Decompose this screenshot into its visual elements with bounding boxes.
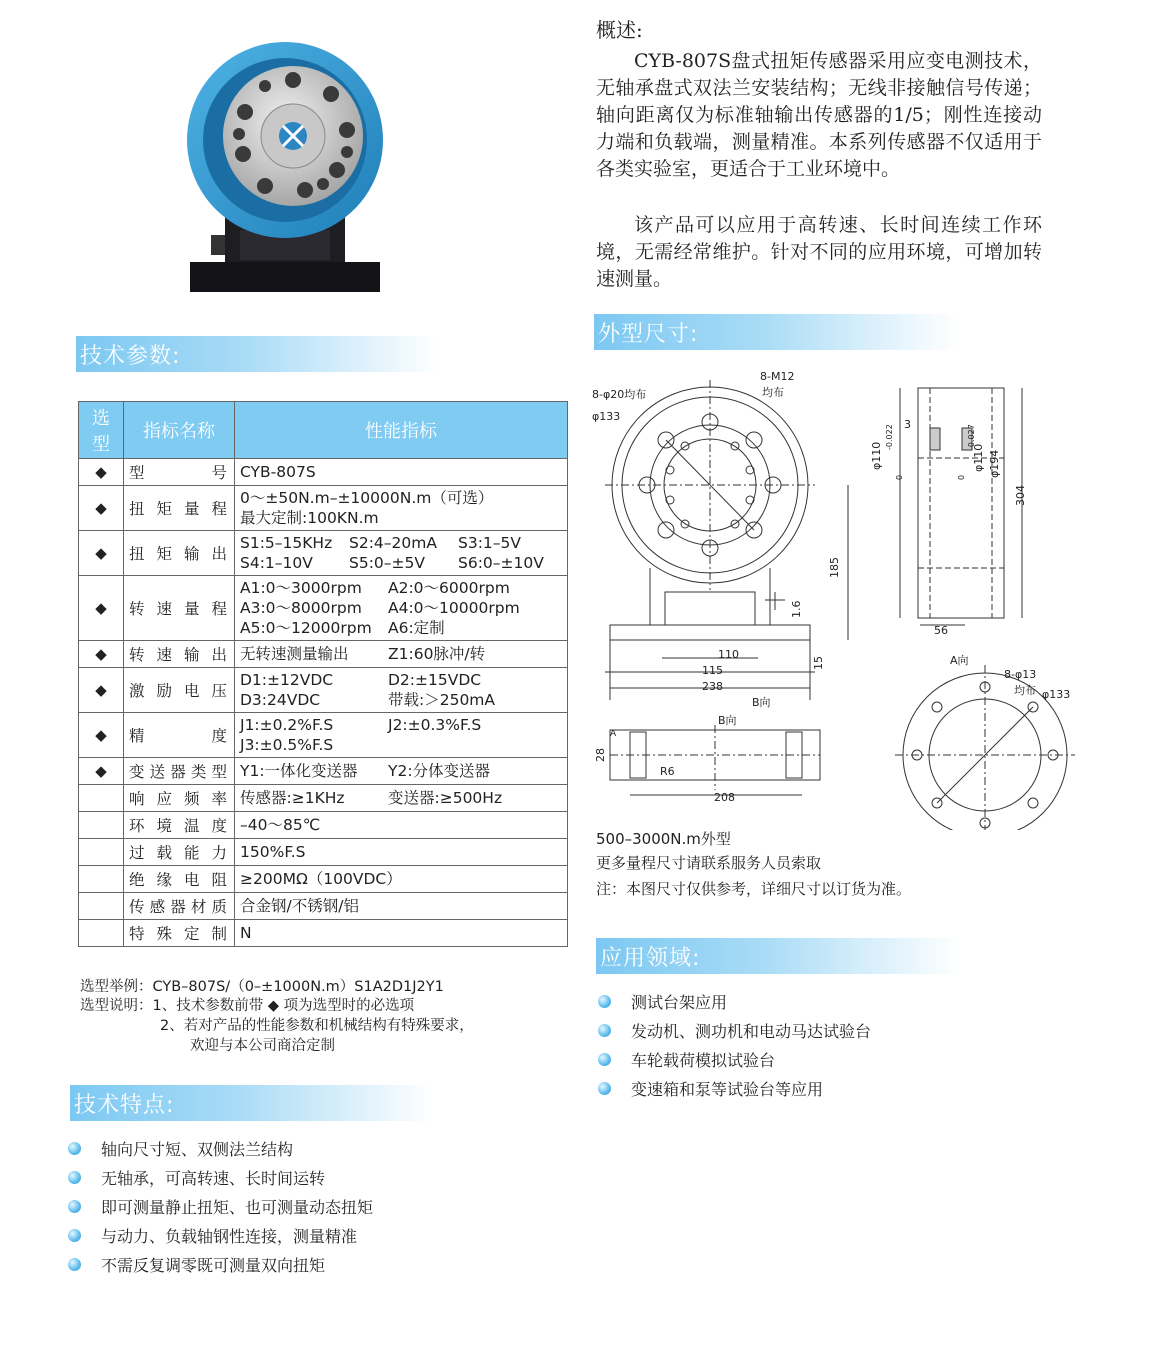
spec-table bbox=[78, 401, 568, 947]
spec-value bbox=[235, 839, 568, 866]
spec-value-line bbox=[240, 923, 562, 943]
dim-a-mark: A bbox=[610, 729, 617, 739]
spec-value-text: 带载:＞250mA bbox=[388, 691, 496, 709]
header-select: 选型 bbox=[79, 402, 124, 459]
spec-name: 响应频率 bbox=[124, 785, 235, 812]
selection-note-3: 欢迎与本公司商洽定制 bbox=[190, 1038, 335, 1054]
dim-tol-a0: 0 bbox=[895, 474, 904, 480]
dim-holes-b: 8-φ13 bbox=[1004, 668, 1037, 681]
spec-value-line bbox=[240, 598, 562, 618]
spec-value bbox=[235, 486, 568, 531]
dimension-drawing bbox=[590, 360, 1080, 830]
spec-value-line bbox=[240, 815, 562, 835]
bullet-icon bbox=[68, 1171, 81, 1184]
dim-b-dir-2: B向 bbox=[718, 714, 737, 727]
dim-28: 28 bbox=[594, 748, 607, 762]
spec-value-line bbox=[240, 896, 562, 916]
table-row bbox=[79, 576, 568, 641]
drawing-caption-3: 注：本图尺寸仅供参考，详细尺寸以订货为准。 bbox=[596, 880, 912, 898]
dim-304: 304 bbox=[1014, 485, 1027, 506]
overview-paragraph-1: CYB-807S盘式扭矩传感器采用应变电测技术，无轴承盘式双法兰安装结构；无线非接触信号传递；轴向距离仅为标准轴输出传感器的1/5；刚性连接动力端和负载端，测量精准。本系列传感器不仅适用于各类实验室，更适合于工业环境中。 bbox=[596, 50, 1042, 180]
required-mark: ◆ bbox=[79, 486, 124, 531]
required-mark: ◆ bbox=[79, 576, 124, 641]
dim-d110a: φ110 bbox=[870, 441, 883, 470]
spec-value-line bbox=[240, 488, 562, 508]
b-view bbox=[610, 725, 820, 795]
applications-heading: 应用领域: bbox=[596, 938, 960, 974]
bullet-icon bbox=[598, 1024, 611, 1037]
header-value: 性能指标 bbox=[235, 402, 568, 459]
required-mark: ◆ bbox=[79, 668, 124, 713]
bullet-icon bbox=[68, 1200, 81, 1213]
dim-d110b: φ110 bbox=[972, 443, 985, 472]
spec-value bbox=[235, 785, 568, 812]
spec-value-line bbox=[240, 761, 562, 781]
dim-junbu-2: 均布 bbox=[1014, 684, 1036, 697]
spec-value-line bbox=[240, 508, 562, 528]
spec-value bbox=[235, 641, 568, 668]
dim-d133b: φ133 bbox=[1042, 688, 1071, 701]
spec-name: 绝缘电阻 bbox=[124, 866, 235, 893]
spec-value-line bbox=[240, 533, 562, 553]
spec-value-text: CYB-807S bbox=[240, 463, 316, 481]
table-row bbox=[79, 893, 568, 920]
spec-value bbox=[235, 459, 568, 486]
spec-name: 转速输出 bbox=[124, 641, 235, 668]
spec-value-line bbox=[240, 578, 562, 598]
spec-value-line bbox=[240, 553, 562, 573]
dim-3: 3 bbox=[904, 418, 911, 431]
required-mark: ◆ bbox=[79, 713, 124, 758]
spec-value-text: J1:±0.2%F.S bbox=[240, 716, 334, 734]
dim-tol-a: -0.022 bbox=[885, 424, 894, 450]
spec-name: 精度 bbox=[124, 713, 235, 758]
required-mark bbox=[79, 920, 124, 947]
spec-value-text: J3:±0.5%F.S bbox=[240, 736, 334, 754]
spec-value-text: A6:定制 bbox=[388, 619, 445, 637]
list-item: 发动机、测功机和电动马达试验台 bbox=[598, 1016, 871, 1045]
spec-value-line bbox=[240, 670, 562, 690]
spec-value-text: 传感器:≥1KHz bbox=[240, 789, 345, 807]
table-row bbox=[79, 920, 568, 947]
table-row bbox=[79, 812, 568, 839]
selection-note-2: 2、若对产品的性能参数和机械结构有特殊要求， bbox=[160, 1018, 474, 1034]
applications-list bbox=[598, 987, 871, 1103]
required-mark bbox=[79, 785, 124, 812]
dim-185: 185 bbox=[828, 557, 841, 578]
bullet-icon bbox=[598, 995, 611, 1008]
bullet-icon bbox=[68, 1258, 81, 1271]
dim-holes-a: 8-φ20均布 bbox=[592, 388, 647, 401]
dimensions-heading: 外型尺寸: bbox=[594, 314, 958, 350]
drawing-caption-1: 500–3000N.m外型 bbox=[596, 830, 731, 848]
table-row bbox=[79, 531, 568, 576]
dim-r6: R6 bbox=[660, 765, 675, 778]
spec-value bbox=[235, 866, 568, 893]
required-mark: ◆ bbox=[79, 459, 124, 486]
dim-tol-b: -0.027 bbox=[967, 424, 976, 450]
table-row bbox=[79, 713, 568, 758]
table-row bbox=[79, 758, 568, 785]
spec-value-text: 150%F.S bbox=[240, 843, 306, 861]
spec-name: 特殊定制 bbox=[124, 920, 235, 947]
spec-value bbox=[235, 576, 568, 641]
dim-56: 56 bbox=[934, 624, 948, 637]
required-mark: ◆ bbox=[79, 758, 124, 785]
spec-name: 扭矩输出 bbox=[124, 531, 235, 576]
spec-value-text: Y2:分体变送器 bbox=[388, 762, 491, 780]
product-photo bbox=[185, 30, 385, 300]
dim-115: 115 bbox=[702, 664, 723, 677]
list-item: 不需反复调零既可测量双向扭矩 bbox=[68, 1250, 373, 1279]
spec-value bbox=[235, 758, 568, 785]
spec-name: 变送器类型 bbox=[124, 758, 235, 785]
spec-value-line bbox=[240, 690, 562, 710]
dim-d194: φ194 bbox=[988, 449, 1001, 478]
spec-name: 转速量程 bbox=[124, 576, 235, 641]
spec-value-text: D3:24VDC bbox=[240, 691, 321, 709]
spec-value-line bbox=[240, 869, 562, 889]
spec-value bbox=[235, 531, 568, 576]
spec-value bbox=[235, 812, 568, 839]
required-mark bbox=[79, 839, 124, 866]
dim-208: 208 bbox=[714, 791, 735, 804]
list-item: 变速箱和泵等试验台等应用 bbox=[598, 1074, 871, 1103]
header-name: 指标名称 bbox=[124, 402, 235, 459]
spec-value-text: S5:0–±5V bbox=[349, 554, 425, 572]
spec-value-text: 0～±50N.m–±10000N.m（可选） bbox=[240, 489, 494, 507]
drawing-caption-2: 更多量程尺寸请联系服务人员索取 bbox=[596, 854, 822, 872]
table-row bbox=[79, 459, 568, 486]
table-row bbox=[79, 866, 568, 893]
dim-1-6: 1.6 bbox=[790, 600, 803, 618]
table-row bbox=[79, 486, 568, 531]
bullet-icon bbox=[68, 1229, 81, 1242]
list-item: 无轴承，可高转速、长时间运转 bbox=[68, 1163, 373, 1192]
dim-110: 110 bbox=[718, 648, 739, 661]
spec-value-text: A1:0～3000rpm bbox=[240, 579, 362, 597]
spec-name: 扭矩量程 bbox=[124, 486, 235, 531]
overview-paragraph-2: 该产品可以应用于高转速、长时间连续工作环境，无需经常维护。针对不同的应用环境，可增加转速测量。 bbox=[596, 214, 1042, 290]
spec-value-text: S2:4–20mA bbox=[349, 534, 437, 552]
spec-value-line bbox=[240, 644, 562, 664]
required-mark bbox=[79, 812, 124, 839]
selection-example: 选型举例：CYB–807S/（0–±1000N.m）S1A2D1J2Y1 bbox=[80, 979, 444, 995]
spec-value bbox=[235, 668, 568, 713]
table-row bbox=[79, 785, 568, 812]
spec-value-text: Z1:60脉冲/转 bbox=[388, 645, 486, 663]
bullet-icon bbox=[68, 1142, 81, 1155]
list-item: 轴向尺寸短、双侧法兰结构 bbox=[68, 1134, 373, 1163]
spec-name: 激励电压 bbox=[124, 668, 235, 713]
tech-params-heading: 技术参数: bbox=[76, 336, 440, 372]
required-mark: ◆ bbox=[79, 641, 124, 668]
spec-value-text: S1:5–15KHz bbox=[240, 534, 333, 552]
bullet-icon bbox=[598, 1053, 611, 1066]
spec-value-line bbox=[240, 462, 562, 482]
list-item: 测试台架应用 bbox=[598, 987, 871, 1016]
spec-value-text: 变送器:≥500Hz bbox=[388, 789, 503, 807]
spec-value-text: A4:0～10000rpm bbox=[388, 599, 520, 617]
spec-value-line bbox=[240, 842, 562, 862]
spec-value-line bbox=[240, 618, 562, 638]
table-row bbox=[79, 839, 568, 866]
bullet-icon bbox=[598, 1082, 611, 1095]
dim-m12: 8-M12 bbox=[760, 370, 795, 383]
spec-value-text: D2:±15VDC bbox=[388, 671, 482, 689]
spec-value-text: D1:±12VDC bbox=[240, 671, 334, 689]
features-list bbox=[68, 1134, 373, 1279]
spec-value-text: J2:±0.3%F.S bbox=[388, 716, 482, 734]
features-heading: 技术特点: bbox=[70, 1085, 434, 1121]
spec-value-text: A5:0～12000rpm bbox=[240, 619, 372, 637]
spec-value-text: S3:1–5V bbox=[458, 534, 521, 552]
required-mark bbox=[79, 893, 124, 920]
spec-name: 型号 bbox=[124, 459, 235, 486]
dim-b-dir: B向 bbox=[752, 696, 771, 709]
spec-value-text: –40～85℃ bbox=[240, 816, 321, 834]
spec-value-text: Y1:一体化变送器 bbox=[240, 762, 358, 780]
spec-value-text: ≥200MΩ（100VDC） bbox=[240, 870, 402, 888]
spec-value-text: S4:1–10V bbox=[240, 554, 313, 572]
list-item: 与动力、负载轴钢性连接，测量精准 bbox=[68, 1221, 373, 1250]
spec-value-text: S6:0–±10V bbox=[458, 554, 544, 572]
spec-table-header bbox=[79, 402, 568, 459]
list-item: 即可测量静止扭矩、也可测量动态扭矩 bbox=[68, 1192, 373, 1221]
spec-value-text: A3:0～8000rpm bbox=[240, 599, 362, 617]
spec-value-text: 最大定制:100KN.m bbox=[240, 509, 379, 527]
spec-value-text: A2:0～6000rpm bbox=[388, 579, 510, 597]
spec-value-line bbox=[240, 715, 562, 735]
list-item: 车轮载荷模拟试验台 bbox=[598, 1045, 871, 1074]
selection-note-1: 选型说明：1、技术参数前带 ◆ 项为选型时的必选项 bbox=[80, 998, 415, 1014]
spec-value bbox=[235, 893, 568, 920]
dim-d133: φ133 bbox=[592, 410, 621, 423]
spec-value-line bbox=[240, 788, 562, 808]
dim-238: 238 bbox=[702, 680, 723, 693]
required-mark: ◆ bbox=[79, 531, 124, 576]
spec-value bbox=[235, 713, 568, 758]
dim-tol-b0: 0 bbox=[957, 474, 966, 480]
spec-name: 传感器材质 bbox=[124, 893, 235, 920]
spec-value-text: 无转速测量输出 bbox=[240, 645, 349, 663]
table-row bbox=[79, 668, 568, 713]
spec-value bbox=[235, 920, 568, 947]
spec-name: 过载能力 bbox=[124, 839, 235, 866]
spec-value-line bbox=[240, 735, 562, 755]
dim-junbu: 均布 bbox=[762, 386, 784, 399]
spec-value-text: N bbox=[240, 924, 252, 942]
side-view bbox=[900, 388, 1022, 625]
table-row bbox=[79, 641, 568, 668]
overview-title: 概述: bbox=[596, 18, 643, 42]
required-mark bbox=[79, 866, 124, 893]
dim-a-dir: A向 bbox=[950, 654, 969, 667]
dim-15: 15 bbox=[812, 656, 825, 670]
spec-name: 环境温度 bbox=[124, 812, 235, 839]
spec-value-text: 合金钢/不锈钢/铝 bbox=[240, 897, 359, 915]
